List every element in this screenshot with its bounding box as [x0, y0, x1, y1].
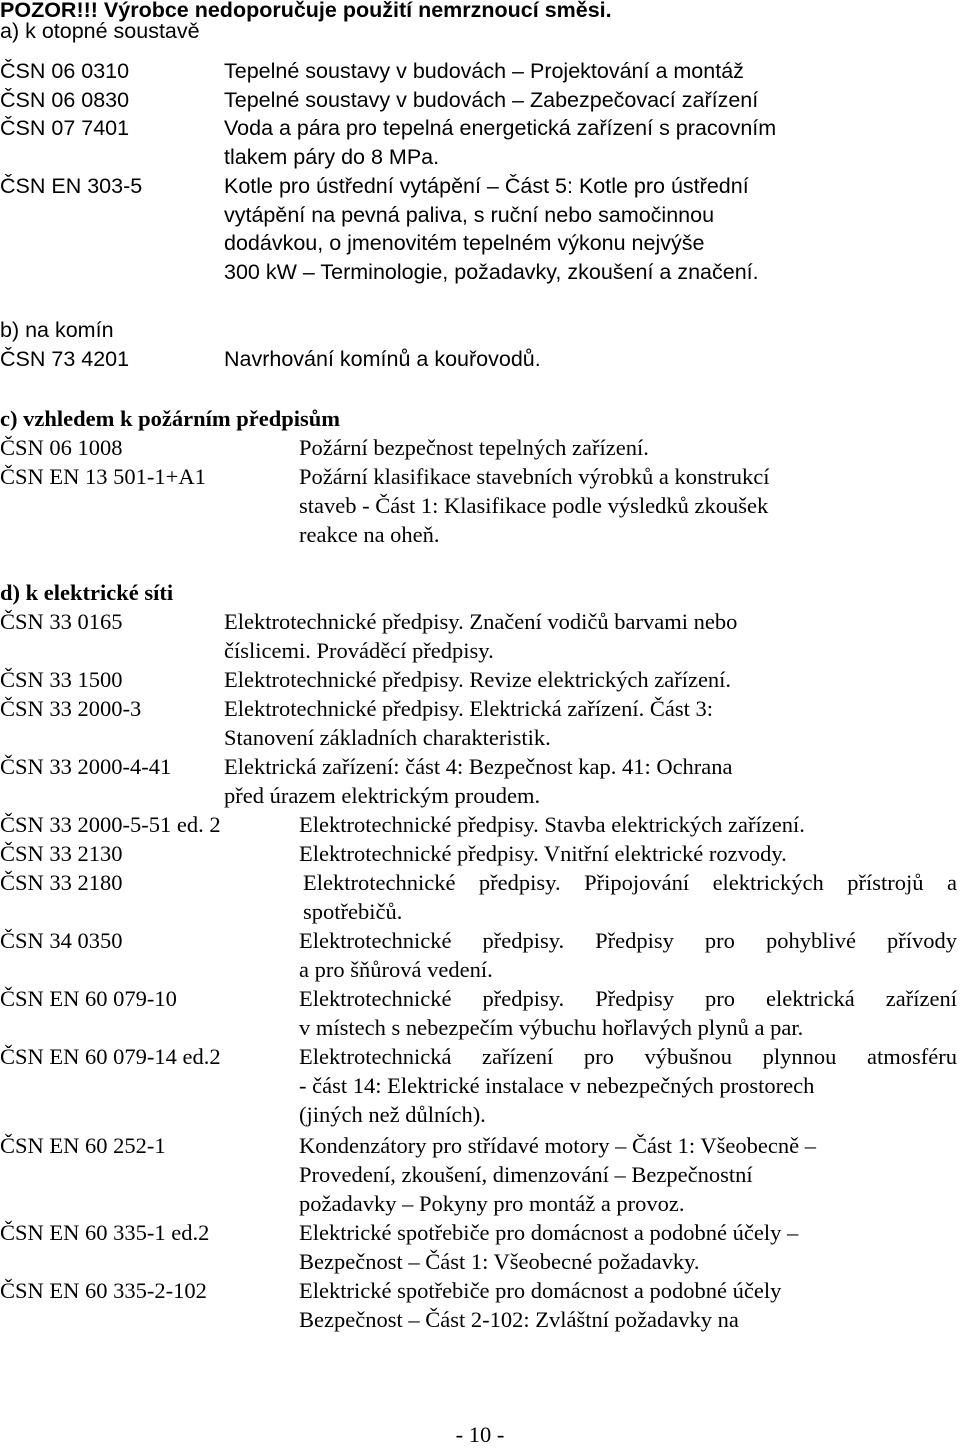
standard-description: Elektrotechnické předpisy. Elektrická zařízení. Část 3: — [224, 696, 713, 721]
standard-code: ČSN 33 1500 — [0, 667, 123, 692]
standard-description: Stanovení základních charakteristik. — [224, 725, 551, 750]
standard-description: Navrhování komínů a kouřovodů. — [224, 347, 541, 371]
standard-code: ČSN EN 60 335-2-102 — [0, 1278, 207, 1303]
standard-code: ČSN EN 13 501-1+A1 — [0, 464, 206, 489]
standard-description: Kondenzátory pro střídavé motory – Část 1: Všeobecně – — [299, 1133, 816, 1158]
standard-code: ČSN 73 4201 — [0, 347, 130, 371]
standard-code: ČSN 34 0350 — [0, 928, 123, 953]
standard-description: Tepelné soustavy v budovách – Zabezpečovací zařízení — [224, 88, 759, 112]
standard-description: Elektrotechnické předpisy. Značení vodičů barvami nebo — [224, 609, 738, 634]
standard-description: Elektrotechnické předpisy. Předpisy pro elektrická zařízení — [299, 986, 957, 1011]
section-d-heading: d) k elektrické síti — [0, 580, 174, 605]
standard-description: 300 kW – Terminologie, požadavky, zkoušení a značení. — [224, 260, 759, 284]
standard-description: před úrazem elektrickým proudem. — [224, 783, 541, 808]
standard-code: ČSN 33 2000-4-41 — [0, 754, 172, 779]
standard-description: - část 14: Elektrické instalace v nebezpečných prostorech — [299, 1073, 815, 1098]
standard-description: tlakem páry do 8 MPa. — [224, 145, 440, 169]
section-c-heading: c) vzhledem k požárním předpisům — [0, 406, 340, 431]
standard-description: a pro šňůrová vedení. — [299, 957, 493, 982]
standard-description: reakce na oheň. — [299, 522, 440, 547]
standard-code: ČSN 33 2000-3 — [0, 696, 142, 721]
section-a-heading: a) k otopné soustavě — [0, 19, 200, 43]
standard-code: ČSN 06 1008 — [0, 435, 123, 460]
standard-description: (jiných než důlních). — [299, 1102, 486, 1127]
standard-description: Elektrotechnické předpisy. Stavba elektrických zařízení. — [299, 812, 805, 837]
standard-description: Bezpečnost – Část 2-102: Zvláštní požadavky na — [299, 1307, 739, 1332]
standard-description: Elektrická zařízení: část 4: Bezpečnost kap. 41: Ochrana — [224, 754, 733, 779]
standard-code: ČSN EN 60 335-1 ed.2 — [0, 1220, 210, 1245]
standard-description: Voda a pára pro tepelná energetická zařízení s pracovním — [224, 116, 777, 140]
standard-code: ČSN EN 303-5 — [0, 174, 143, 198]
standard-code: ČSN 33 2130 — [0, 841, 123, 866]
standard-description: Požární klasifikace stavebních výrobků a konstrukcí — [299, 464, 770, 489]
standard-description: Elektrotechnické předpisy. Vnitřní elektrické rozvody. — [299, 841, 787, 866]
standard-description: dodávkou, o jmenovitém tepelném výkonu nejvýše — [224, 231, 705, 255]
standard-code: ČSN 33 2180 — [0, 870, 123, 895]
standard-code: ČSN 06 0830 — [0, 88, 130, 112]
standard-code: ČSN 33 0165 — [0, 609, 123, 634]
standard-description: požadavky – Pokyny pro montáž a provoz. — [299, 1191, 685, 1216]
standard-description: Elektrotechnické předpisy. Revize elektrických zařízení. — [224, 667, 732, 692]
standard-code: ČSN EN 60 252-1 — [0, 1133, 166, 1158]
standard-description: vytápění na pevná paliva, s ruční nebo samočinnou — [224, 203, 715, 227]
standard-description: Kotle pro ústřední vytápění – Část 5: Kotle pro ústřední — [224, 174, 749, 198]
standard-description: Elektrické spotřebiče pro domácnost a podobné účely – — [299, 1220, 799, 1245]
standard-code: ČSN 07 7401 — [0, 116, 130, 140]
standard-description: Bezpečnost – Část 1: Všeobecné požadavky. — [299, 1249, 700, 1274]
standard-description: staveb - Část 1: Klasifikace podle výsledků zkoušek — [299, 493, 769, 518]
standard-description: Požární bezpečnost tepelných zařízení. — [299, 435, 649, 460]
standard-code: ČSN 33 2000-5-51 ed. 2 — [0, 812, 221, 837]
standard-description: Elektrotechnické předpisy. Připojování elektrických přístrojů a — [303, 870, 957, 895]
standard-description: spotřebičů. — [303, 899, 403, 924]
warning-text: POZOR!!! Výrobce nedoporučuje použití nemrznoucí směsi. — [0, 0, 612, 22]
standard-description: Tepelné soustavy v budovách – Projektování a montáž — [224, 59, 744, 83]
section-b-heading: b) na komín — [0, 318, 114, 342]
standard-description: číslicemi. Prováděcí předpisy. — [224, 638, 494, 663]
standard-description: Provedení, zkoušení, dimenzování – Bezpečnostní — [299, 1162, 753, 1187]
standard-code: ČSN EN 60 079-14 ed.2 — [0, 1044, 221, 1069]
page-number: - 10 - — [455, 1422, 505, 1447]
standard-code: ČSN EN 60 079-10 — [0, 986, 177, 1011]
standard-description: v místech s nebezpečím výbuchu hořlavých plynů a par. — [299, 1015, 804, 1040]
standard-description: Elektrotechnické předpisy. Předpisy pro pohyblivé přívody — [299, 928, 957, 953]
standard-description: Elektrotechnická zařízení pro výbušnou plynnou atmosféru — [299, 1044, 957, 1069]
standard-description: Elektrické spotřebiče pro domácnost a podobné účely — [299, 1278, 782, 1303]
standard-code: ČSN 06 0310 — [0, 59, 130, 83]
